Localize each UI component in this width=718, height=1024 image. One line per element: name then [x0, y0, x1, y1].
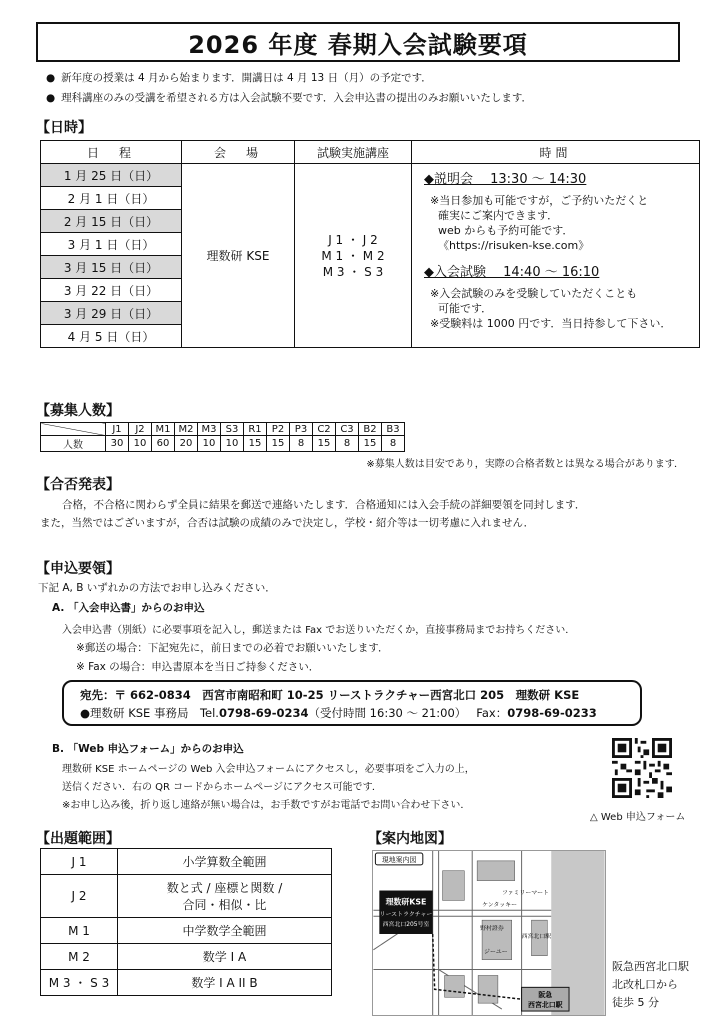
access-map[interactable]: [372, 850, 606, 1016]
map-landmark: 西宮北口駅: [521, 933, 552, 940]
course-header: B3: [382, 423, 405, 436]
map-school-label: 理数研KSE: [385, 897, 427, 907]
qr-code-icon[interactable]: [612, 738, 672, 798]
count-cell: 15: [359, 436, 382, 452]
count-cell: 60: [152, 436, 175, 452]
date-cell: 1 月 25 日（日）: [41, 164, 182, 187]
method-b-title: B. 「Web 申込フォーム」からのお申込: [52, 743, 244, 755]
date-cell: 3 月 29 日（日）: [41, 302, 182, 325]
method-a-line-3: ※ Fax の場合：申込書原本を当日ご持参ください．: [76, 661, 320, 673]
date-cell: 4 月 5 日（日）: [41, 325, 182, 348]
map-landmark: ケンタッキー: [482, 902, 517, 909]
qr-caption: △ Web 申込フォーム: [590, 812, 686, 823]
fax-label: Fax：: [476, 706, 508, 720]
course-header: M1: [152, 423, 175, 436]
application-heading: 【申込要領】: [36, 561, 120, 577]
exam-note: ※入会試験のみを受験していただくことも: [430, 287, 638, 300]
briefing-note: ※当日参加も可能ですが，ご予約いただくと: [430, 194, 649, 207]
course-line: M 3 ・ S 3: [322, 264, 384, 279]
count-cell: 10: [221, 436, 244, 452]
date-cell: 2 月 1 日（日）: [41, 187, 182, 210]
scope-range: 数学 I A: [118, 944, 332, 970]
method-b-line-1: 理数研 KSE ホームページの Web 入会申込フォームにアクセスし，必要事項をご入力の上，: [62, 764, 475, 775]
count-cell: 8: [336, 436, 359, 452]
recruitment-heading: 【募集人数】: [36, 403, 120, 419]
count-cell: 10: [129, 436, 152, 452]
count-row-label: 人数: [41, 436, 106, 452]
course-header: P2: [267, 423, 290, 436]
briefing-title: ◆説明会 13:30 ～ 14:30: [424, 172, 587, 187]
intro-line-2: ● 理科講座のみの受講を希望される方は入会試験不要です．入会申込書の提出のみお願いいたします．: [46, 90, 532, 105]
intro-line-1: ● 新年度の授業は 4 月から始まります．開講日は 4 月 13 日（月）の予定です．: [46, 70, 432, 85]
course-header: R1: [244, 423, 267, 436]
course-line: J 1 ・ J 2: [328, 232, 378, 247]
office-fax: 0798-69-0233: [507, 706, 597, 720]
office-prefix: ●理数研 KSE 事務局 Tel.: [80, 706, 219, 720]
date-cell: 3 月 1 日（日）: [41, 233, 182, 256]
course-line: M 1 ・ M 2: [321, 248, 385, 263]
course-header: J1: [106, 423, 129, 436]
date-cell: 3 月 15 日（日）: [41, 256, 182, 279]
date-cell: 3 月 22 日（日）: [41, 279, 182, 302]
scope-range: 数学 I A II B: [118, 970, 332, 996]
course-header: P3: [290, 423, 313, 436]
map-legend-label: 現地案内図: [381, 855, 417, 864]
method-b-line-3: ※お申し込み後，折り返し連絡が無い場合は，お手数ですがお電話でお問い合わせ下さい．: [62, 800, 471, 811]
course-header: M2: [175, 423, 198, 436]
count-cell: 30: [106, 436, 129, 452]
scope-range: 中学数学全範囲: [118, 918, 332, 944]
scope-heading: 【出題範囲】: [36, 831, 120, 847]
schedule-header-row: [41, 141, 700, 164]
count-cell: 10: [198, 436, 221, 452]
count-cell: 15: [313, 436, 336, 452]
course-cell: [295, 164, 412, 348]
office-hours: （受付時間 16:30 ～ 21:00）: [308, 706, 467, 720]
briefing-note: 確実にご案内できます．: [438, 209, 559, 222]
method-a-line-1: 入会申込書（別紙）に必要事項を記入し，郵送または Fax でお送りいただくか，直接事務局までお持ちください．: [62, 625, 576, 636]
result-line-2: また，当然ではございますが，合否は試験の成績のみで決定し，学校・紹介等は一切考慮に入れません．: [40, 517, 535, 529]
access-line: 阪急西宮北口駅: [612, 960, 689, 973]
count-cell: 8: [382, 436, 405, 452]
method-b-line-2: 送信ください．右の QR コードからホームページにアクセス可能です．: [62, 782, 382, 793]
scope-course: M 1: [41, 918, 118, 944]
briefing-url: 《https://risuken-kse.com》: [438, 239, 590, 252]
course-header: C2: [313, 423, 336, 436]
course-header: S3: [221, 423, 244, 436]
access-text: [612, 958, 689, 1012]
header-date: 日 程: [41, 141, 182, 164]
schedule-heading: 【日時】: [36, 120, 92, 136]
map-landmark: 野村證券: [480, 926, 504, 933]
diagonal-corner-cell: [41, 423, 106, 436]
scope-table: [40, 848, 332, 996]
office-tel: 0798-69-0234: [218, 706, 309, 720]
scope-course: M 3 ・ S 3: [41, 970, 118, 996]
map-room-label: 西宮北口205号室: [382, 922, 430, 929]
exam-title: ◆入会試験 14:40 ～ 16:10: [424, 265, 600, 280]
recruitment-note: ※募集人数は目安であり，実際の合格者数とは異なる場合があります．: [366, 459, 684, 470]
exam-note: ※受験料は 1000 円です．当日持参して下さい．: [430, 317, 672, 330]
venue-cell: 理数研 KSE: [182, 164, 295, 348]
scope-range-line: 合同・相似・比: [182, 898, 267, 912]
header-time: 時間: [412, 141, 700, 164]
course-header: J2: [129, 423, 152, 436]
header-venue: 会 場: [182, 141, 295, 164]
map-building-label: リーストラクチャー: [379, 912, 433, 919]
office-contact-line: [80, 704, 640, 722]
time-cell: [412, 164, 700, 348]
course-header: C3: [336, 423, 359, 436]
map-station-name: 西宮北口駅: [528, 1001, 563, 1010]
result-heading: 【合否発表】: [36, 477, 120, 493]
scope-range: [118, 875, 332, 918]
map-station-label: 阪急: [538, 991, 553, 1000]
result-line-1: 合格，不合格に関わらず全員に結果を郵送で連絡いたします．合格通知には入会手続の詳細要領を同封します．: [62, 499, 586, 511]
scope-course: J 1: [41, 849, 118, 875]
course-header: B2: [359, 423, 382, 436]
schedule-table: [40, 140, 700, 348]
count-cell: 8: [290, 436, 313, 452]
exam-note: 可能です．: [438, 302, 493, 315]
scope-course: J 2: [41, 875, 118, 918]
count-cell: 15: [244, 436, 267, 452]
access-line: 徒歩 5 分: [612, 996, 659, 1009]
scope-range-line: 数と式 / 座標と関数 /: [166, 881, 283, 895]
recruitment-table: [40, 422, 405, 452]
header-course: 試験実施講座: [295, 141, 412, 164]
scope-course: M 2: [41, 944, 118, 970]
date-cell: 2 月 15 日（日）: [41, 210, 182, 233]
map-heading: 【案内地図】: [368, 831, 452, 847]
briefing-note: web からも予約可能です．: [438, 224, 574, 237]
course-header: M3: [198, 423, 221, 436]
count-cell: 15: [267, 436, 290, 452]
count-cell: 20: [175, 436, 198, 452]
method-a-line-2: ※郵送の場合：下記宛先に，前日までの必着でお願いいたします．: [76, 642, 389, 654]
access-line: 北改札口から: [612, 978, 678, 991]
method-a-title: A. 「入会申込書」からのお申込: [52, 602, 205, 614]
application-intro: 下記 A, B いずれかの方法でお申し込みください．: [38, 582, 276, 594]
map-landmark: ジーユー: [484, 949, 508, 956]
address-line: 宛先：〒 662-0834 西宮市南昭和町 10-25 リーストラクチャー西宮北口 205 理数研 KSE: [80, 688, 580, 702]
map-landmark: ファミリーマート: [501, 890, 549, 897]
page-title: 2026 年度 春期入会試験要項: [36, 22, 680, 62]
scope-range: 小学算数全範囲: [118, 849, 332, 875]
address-box: [62, 680, 642, 726]
